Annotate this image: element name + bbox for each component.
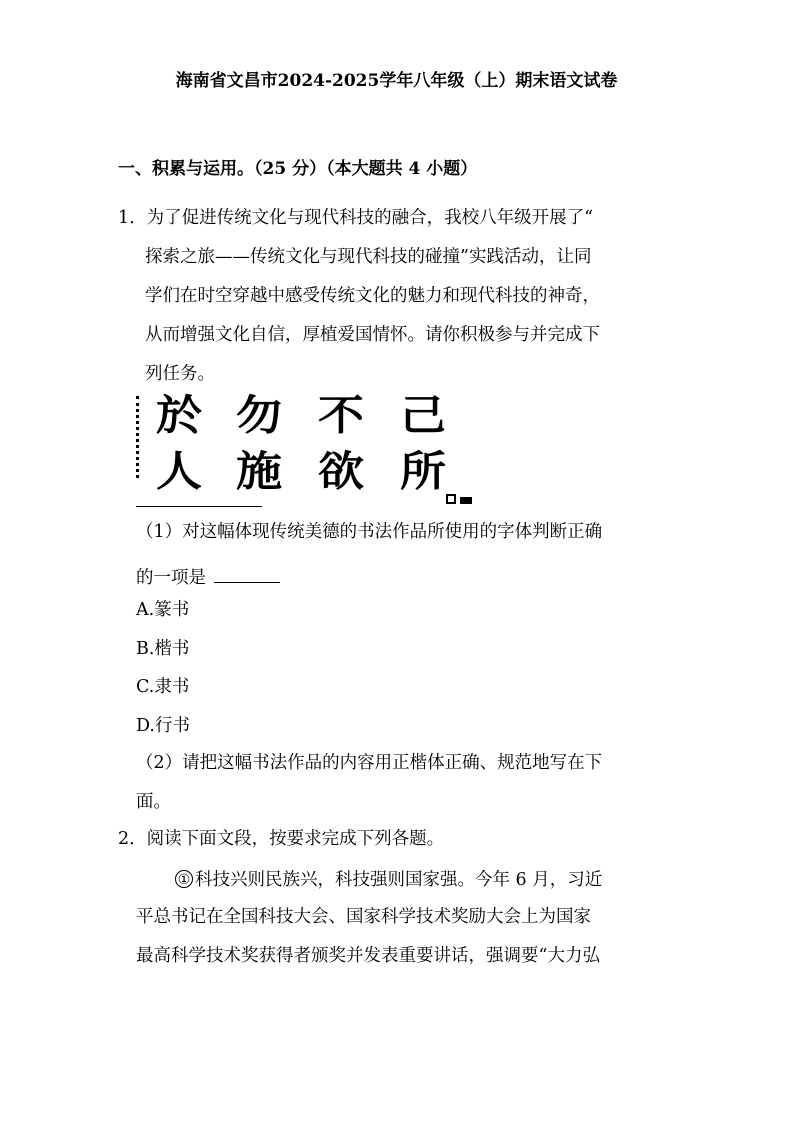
calligraphy-char: 人 — [156, 446, 202, 496]
q1-sub2-line-2: 面。 — [136, 792, 171, 812]
q1-line-1: 1．为了促进传统文化与现代科技的融合，我校八年级开展了“ — [118, 208, 594, 228]
calligraphy-char: 所 — [400, 446, 446, 496]
calligraphy-char: 於 — [156, 390, 202, 440]
q1-line-2: 探索之旅——传统文化与现代科技的碰撞”实践活动，让同 — [145, 247, 592, 267]
seal-stamp-icon — [442, 492, 476, 506]
option-c: C.隶书 — [136, 677, 190, 697]
option-a: A.篆书 — [136, 600, 190, 620]
calligraphy-char: 勿 — [236, 390, 282, 440]
calligraphy-underline — [136, 506, 262, 507]
circled-number-1: ① — [175, 870, 193, 888]
exam-title: 海南省文昌市2024-2025学年八年级（上）期末语文试卷 — [175, 71, 618, 91]
q2-intro: 2．阅读下面文段，按要求完成下列各题。 — [118, 829, 445, 849]
q1-line-3: 学们在时空穿越中感受传统文化的魅力和现代科技的神奇， — [145, 286, 600, 306]
section-heading: 一、积累与运用。（25 分）（本大题共 4 小题） — [118, 159, 478, 179]
answer-blank[interactable] — [214, 565, 280, 583]
option-d: D.行书 — [136, 716, 190, 736]
calligraphy-char: 己 — [400, 390, 446, 440]
q1-sub1-line-1: （1）对这幅体现传统美德的书法作品所使用的字体判断正确 — [136, 522, 603, 542]
q2-line-3: 最高科学技术奖获得者颁奖并发表重要讲话，强调要“大力弘 — [136, 946, 600, 966]
q2-line-2: 平总书记在全国科技大会、国家科学技术奖励大会上为国家 — [136, 907, 591, 927]
calligraphy-char: 不 — [318, 390, 364, 440]
q1-sub1-text: 的一项是 — [136, 568, 206, 588]
calligraphy-border-dots — [136, 396, 145, 478]
q2-line-1 — [175, 870, 602, 890]
q1-line-5: 列任务。 — [145, 364, 215, 384]
q1-line-4: 从而增强文化自信，厚植爱国情怀。请你积极参与并完成下 — [145, 325, 600, 345]
option-b: B.楷书 — [136, 639, 190, 659]
q1-sub2-line-1: （2）请把这幅书法作品的内容用正楷体正确、规范地写在下 — [136, 753, 603, 773]
calligraphy-image — [136, 392, 480, 512]
q2-line-1-text: 科技兴则民族兴，科技强则国家强。今年 6 月，习近 — [195, 870, 603, 890]
calligraphy-char: 施 — [236, 446, 282, 496]
q1-sub1-line-2 — [136, 565, 280, 588]
calligraphy-char: 欲 — [318, 446, 364, 496]
